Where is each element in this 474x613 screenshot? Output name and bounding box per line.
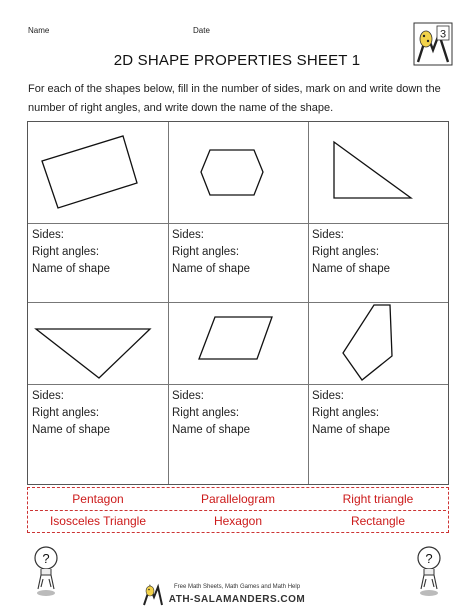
answer-hexagon: Hexagon: [213, 514, 263, 528]
answer-right-triangle: Right triangle: [342, 492, 414, 506]
bulb-question-mark: ?: [42, 551, 50, 566]
name-of-shape-label: Name of shape: [172, 424, 250, 436]
cell-text: [312, 227, 452, 278]
right-angles-label: Right angles:: [312, 246, 380, 258]
cell-text: [32, 227, 172, 278]
answer-pentagon: Pentagon: [72, 492, 124, 506]
date-label: Date: [193, 26, 210, 35]
answer-bank-row: [28, 510, 448, 532]
name-of-shape-label: Name of shape: [312, 263, 390, 275]
name-of-shape-label: Name of shape: [172, 263, 250, 275]
page-title: 2D SHAPE PROPERTIES SHEET 1: [113, 52, 361, 69]
sides-label: Sides:: [172, 229, 204, 241]
answer-parallelogram: Parallelogram: [200, 492, 276, 506]
footer-brand[interactable]: ATH-SALAMANDERS.COM: [168, 594, 306, 605]
grid-divider: [28, 223, 448, 224]
footer-tagline: Free Math Sheets, Math Games and Math Help: [173, 584, 301, 590]
name-of-shape-label: Name of shape: [312, 424, 390, 436]
sides-label: Sides:: [32, 229, 64, 241]
sides-label: Sides:: [312, 390, 344, 402]
sides-label: Sides:: [172, 390, 204, 402]
right-angles-label: Right angles:: [172, 407, 240, 419]
pentagon-shape: [308, 303, 448, 384]
name-of-shape-label: Name of shape: [32, 263, 110, 275]
cell-text: [32, 388, 172, 439]
right-angles-label: Right angles:: [32, 246, 100, 258]
instructions-text: For each of the shapes below, fill in the number of sides, mark on and write down the number of right angles, and write down the name of the shape.: [28, 83, 441, 114]
answer-bank: [27, 487, 449, 533]
grid-divider: [28, 384, 448, 385]
rectangle-shape: [28, 122, 168, 223]
right-triangle-shape: [308, 122, 448, 223]
sides-label: Sides:: [32, 390, 64, 402]
isosceles-triangle-shape: [28, 303, 168, 384]
logo-number: 3: [439, 28, 447, 41]
right-angles-label: Right angles:: [32, 407, 100, 419]
cell-text: [172, 227, 312, 278]
hexagon-shape: [168, 122, 308, 223]
bulb-question-mark: ?: [425, 551, 433, 566]
sides-label: Sides:: [312, 229, 344, 241]
right-angles-label: Right angles:: [312, 407, 380, 419]
answer-isosceles-triangle: Isosceles Triangle: [49, 514, 147, 528]
answer-bank-row: [28, 488, 448, 510]
shape-grid: [27, 121, 449, 485]
right-angles-label: Right angles:: [172, 246, 240, 258]
answer-rectangle: Rectangle: [350, 514, 406, 528]
cell-text: [312, 388, 452, 439]
cell-text: [172, 388, 312, 439]
name-label: Name: [28, 26, 50, 35]
name-of-shape-label: Name of shape: [32, 424, 110, 436]
parallelogram-shape: [168, 303, 308, 384]
